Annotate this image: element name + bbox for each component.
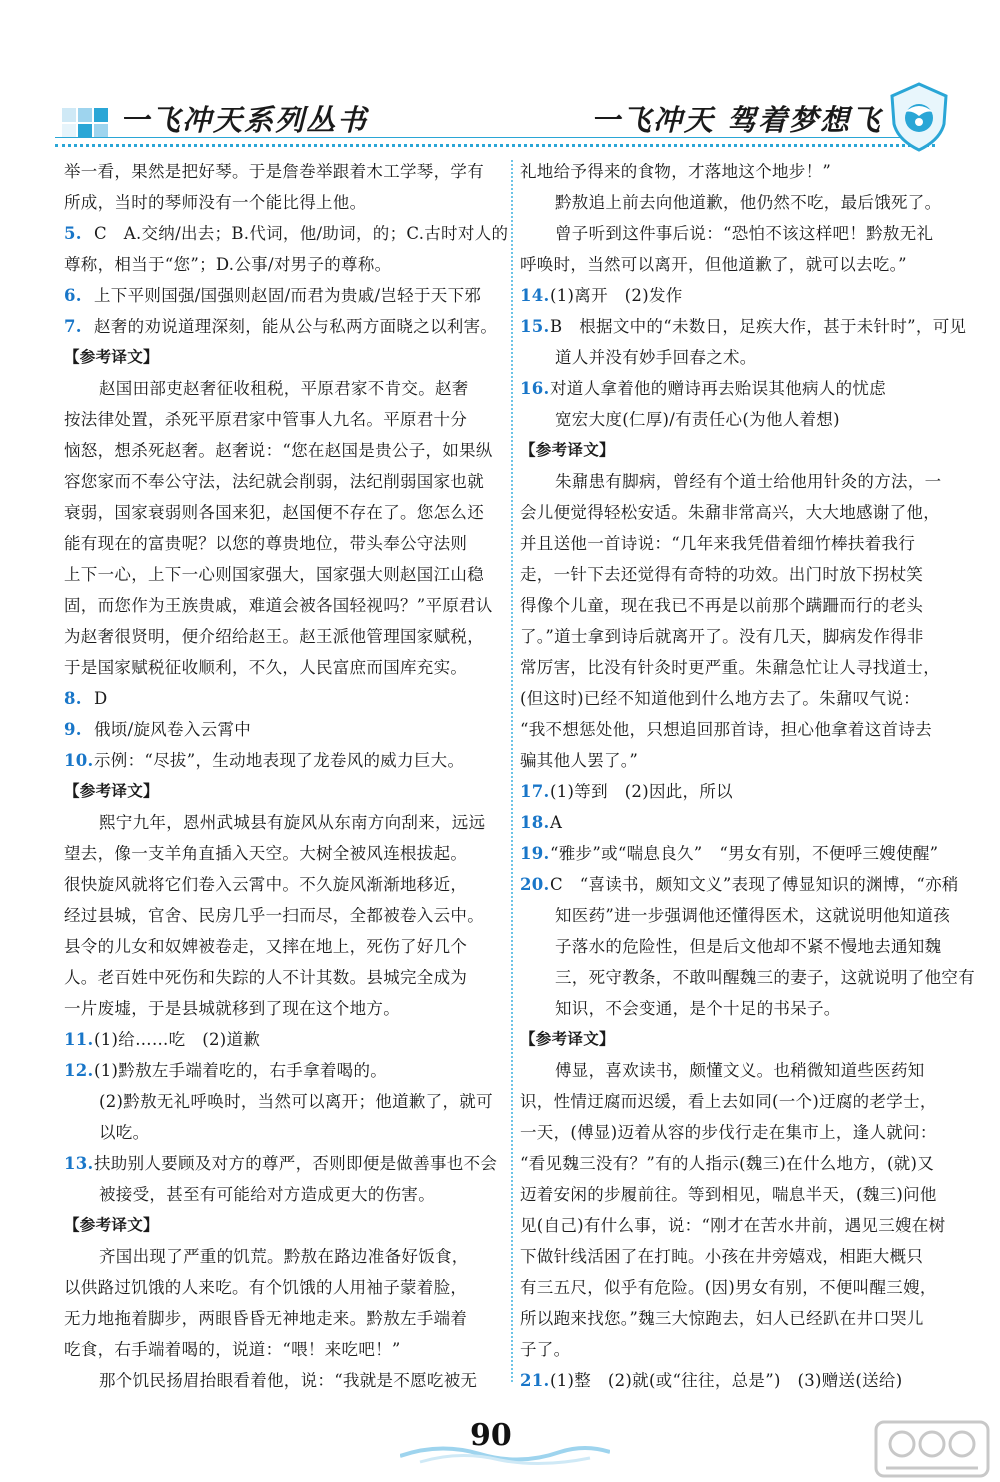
text-line: 恼怒，想杀死赵奢。赵奢说：“您在赵国是贵公子，如果纵: [64, 441, 493, 460]
text-line: 很快旋风就将它们卷入云霄中。不久旋风渐渐地移近，: [64, 875, 468, 894]
answer-text: C “喜读书，颇知文义”表现了傅显知识的渊博，“亦稍: [550, 875, 959, 894]
answer-continuation-line: 知医药”进一步强调他还懂得医术，这就说明他知道孩: [555, 906, 951, 925]
answer-text: 对道人拿着他的赠诗再去贻误其他病人的忧虑: [550, 379, 886, 398]
answer-text: 示例：“尽拔”，生动地表现了龙卷风的威力巨大。: [94, 751, 465, 770]
text-line: 无力地拖着脚步，两眼昏昏无神地走来。黔敖左手端着: [64, 1309, 468, 1328]
question-number: 13.: [64, 1154, 94, 1173]
question-number: 15.: [520, 317, 550, 336]
right-column: [520, 156, 978, 1396]
page-number: 90: [470, 1418, 512, 1453]
answer-item: [520, 838, 978, 869]
text-line: 于是国家赋税征收顺利，不久，人民富庶而国库充实。: [64, 658, 468, 677]
reference-translation-heading: 【参考译文】: [520, 1030, 615, 1048]
slogan: 一飞冲天 驾着梦想飞: [590, 103, 882, 137]
reference-translation-heading: 【参考译文】: [64, 348, 159, 366]
answer-text: (1)等到 (2)因此，所以: [550, 782, 733, 801]
series-title: 一飞冲天系列丛书: [120, 103, 369, 137]
answer-item: [64, 218, 522, 249]
answer-continuation-line: (2)黔敖无礼呼唤时，当然可以离开；他道歉了，就可: [99, 1092, 493, 1111]
reference-translation-heading: 【参考译文】: [520, 441, 615, 459]
text-line: 望去，像一支羊角直插入天空。大树全被风连根拔起。: [64, 844, 468, 863]
answer-item: [520, 311, 978, 342]
answer-item: [64, 1024, 522, 1055]
question-number: 7.: [64, 317, 82, 336]
question-number: 10.: [64, 751, 94, 770]
answer-item: [64, 311, 522, 342]
text-line: 会儿便觉得轻松安适。朱鼐非常高兴，大大地感谢了他，: [520, 503, 940, 522]
answer-text: (1)黔敖左手端着吃的，右手拿着喝的。: [94, 1061, 388, 1080]
reference-translation-heading: 【参考译文】: [64, 1216, 159, 1234]
text-line: 人。老百姓中死伤和失踪的人不计其数。县城完全成为: [64, 968, 468, 987]
text-line: 礼地给予得来的食物，才落地这个地步！”: [520, 162, 832, 181]
answer-item: [520, 807, 978, 838]
header-dotted-rule: [55, 144, 935, 147]
paragraph-start-line: 熙宁九年，恩州武城县有旋风从东南方向刮来，远远: [99, 813, 486, 832]
answer-item: [520, 776, 978, 807]
text-line: 上下一心，上下一心则国家强大，国家强大则赵国江山稳: [64, 565, 484, 584]
question-number: 16.: [520, 379, 550, 398]
answer-continuation-line: 被接受，甚至有可能给对方造成更大的伤害。: [99, 1185, 435, 1204]
paragraph-start-line: 朱鼐患有脚病，曾经有个道士给他用针灸的方法，一: [555, 472, 942, 491]
paragraph-start-line: 傅显，喜欢读书，颇懂文义。也稍微知道些医药知: [555, 1061, 925, 1080]
text-line: 以供路过饥饿的人来吃。有个饥饿的人用袖子蒙着脸，: [64, 1278, 468, 1297]
answer-continuation-line: 知识，不会变通，是个十足的书呆子。: [555, 999, 841, 1018]
text-line: 尊称，相当于“您”；D.公事/对男子的尊称。: [64, 255, 392, 274]
text-line: 得像个儿童，现在我已不再是以前那个蹒跚而行的老头: [520, 596, 924, 615]
text-line: 固，而您作为王族贵戚，难道会被各国轻视吗？”平原君认: [64, 596, 493, 615]
answer-text: “雅步”或“喘息良久” “男女有别，不便呼三嫂使醒”: [550, 844, 939, 863]
text-line: (但这时)已经不知道他到什么地方去了。朱鼐叹气说：: [520, 689, 920, 708]
answer-text: A: [550, 813, 563, 832]
paragraph-start-line: 那个饥民扬眉抬眼看着他，说：“我就是不愿吃被无: [99, 1371, 478, 1390]
text-line: 子了。: [520, 1340, 571, 1359]
answer-continuation-line: 宽宏大度(仁厚)/有责任心(为他人着想): [555, 410, 840, 429]
question-number: 12.: [64, 1061, 94, 1080]
answer-text: (1)离开 (2)发作: [550, 286, 683, 305]
question-number: 21.: [520, 1371, 550, 1390]
question-number: 18.: [520, 813, 550, 832]
text-line: 举一看，果然是把好琴。于是詹巻举跟着木工学琴，学有: [64, 162, 484, 181]
answer-text: 俄顷/旋风卷入云霄中: [94, 720, 252, 739]
answer-item: [64, 683, 522, 714]
text-line: 走，一针下去还觉得有奇特的功效。出门时放下拐杖笑: [520, 565, 924, 584]
answer-item: [520, 280, 978, 311]
text-line: “我不想惩处他，只想追回那首诗，担心他拿着这首诗去: [520, 720, 932, 739]
text-line: 识，性情迂腐而迟缓，看上去如同(一个)迂腐的老学士，: [520, 1092, 937, 1111]
answer-text: 扶助别人要顾及对方的尊严，否则即便是做善事也不会: [94, 1154, 498, 1173]
answer-continuation-line: 三，死守教条，不敢叫醒魏三的妻子，这就说明了他空有: [555, 968, 975, 987]
answer-text: (1)给……吃 (2)道歉: [94, 1030, 261, 1049]
answer-item: [64, 745, 522, 776]
answer-site-watermark-icon: [872, 1418, 992, 1480]
answer-continuation-line: 道人并没有妙手回春之术。: [555, 348, 757, 367]
question-number: 19.: [520, 844, 550, 863]
page-header: [0, 0, 1000, 160]
answer-text: (1)整 (2)就(或“往往，总是”) (3)赠送(送给): [550, 1371, 903, 1390]
answer-continuation-line: 子落水的危险性，但是后文他却不紧不慢地去通知魏: [555, 937, 942, 956]
left-column: [64, 156, 522, 1396]
answer-item: [64, 1055, 522, 1086]
question-number: 17.: [520, 782, 550, 801]
text-line: 经过县城，官舍、民房几乎一扫而尽，全都被卷入云中。: [64, 906, 484, 925]
paragraph-start-line: 黔敖追上前去向他道歉，他仍然不吃，最后饿死了。: [555, 193, 942, 212]
text-line: 能有现在的富贵呢？以您的尊贵地位，带头奉公守法则: [64, 534, 468, 553]
question-number: 6.: [64, 286, 82, 305]
text-line: 吃食，右手端着喝的，说道：“喂！来吃吧！”: [64, 1340, 401, 1359]
text-line: 所成，当时的琴师没有一个能比得上他。: [64, 193, 367, 212]
text-line: 有三五尺，似乎有危险。(因)男女有别，不便叫醒三嫂，: [520, 1278, 937, 1297]
text-line: 为赵奢很贤明，便介绍给赵王。赵王派他管理国家赋税，: [64, 627, 484, 646]
paragraph-start-line: 齐国出现了严重的饥荒。黔敖在路边准备好饭食，: [99, 1247, 469, 1266]
text-line: 了。”道士拿到诗后就离开了。没有几天，脚病发作得非: [520, 627, 924, 646]
answer-item: [520, 1365, 978, 1396]
answer-text: D: [94, 689, 108, 708]
answer-text: C A.交纳/出去；B.代词，他/助词，的；C.古时对人的: [94, 224, 509, 243]
text-line: 呼唤时，当然可以离开，但他道歉了，就可以去吃。”: [520, 255, 907, 274]
text-line: 所以跑来找您。”魏三大惊跑去，妇人已经趴在井口哭儿: [520, 1309, 924, 1328]
answer-text: B 根据文中的“未数日，足疾大作，甚于未针时”，可见: [550, 317, 967, 336]
text-line: 一片废墟，于是县城就移到了现在这个地方。: [64, 999, 400, 1018]
paragraph-start-line: 曾子听到这件事后说：“恐怕不该这样吧！黔敖无礼: [555, 224, 934, 243]
text-line: “看见魏三没有？”有的人指示(魏三)在什么地方，(就)又: [520, 1154, 935, 1173]
text-line: 下做针线活困了在打盹。小孩在井旁嬉戏，相距大概只: [520, 1247, 924, 1266]
header-rule: [55, 137, 935, 138]
text-line: 骗其他人罢了。”: [520, 751, 639, 770]
answer-item: [64, 280, 522, 311]
text-line: 容您家而不奉公守法，法纪就会削弱，法纪削弱国家也就: [64, 472, 484, 491]
answer-item: [64, 714, 522, 745]
question-number: 9.: [64, 720, 82, 739]
bird-emblem-logo-icon: [888, 82, 950, 152]
text-line: 县令的儿女和奴婢被卷走，又摔在地上，死伤了好几个: [64, 937, 468, 956]
question-number: 8.: [64, 689, 82, 708]
answer-text: 上下平则国强/国强则赵固/而君为贵戚/岂轻于天下邪: [94, 286, 482, 305]
text-line: 并且送他一首诗说：“几年来我凭借着细竹棒扶着我行: [520, 534, 916, 553]
text-line: 一天，(傅显)迈着从容的步伐行走在集市上，逢人就问：: [520, 1123, 937, 1142]
text-line: 常厉害，比没有针灸时更严重。朱鼐急忙让人寻找道士，: [520, 658, 940, 677]
answer-item: [520, 373, 978, 404]
text-line: 按法律处置，杀死平原君家中管事人九名。平原君十分: [64, 410, 468, 429]
question-number: 5.: [64, 224, 82, 243]
text-line: 迈着安闲的步履前往。等到相见，喘息半天，(魏三)问他: [520, 1185, 937, 1204]
answer-item: [520, 869, 978, 900]
reference-translation-heading: 【参考译文】: [64, 782, 159, 800]
answer-item: [64, 1148, 522, 1179]
answer-text: 赵奢的劝说道理深刻，能从公与私两方面晓之以利害。: [94, 317, 498, 336]
paragraph-start-line: 赵国田部吏赵奢征收租税，平原君家不肯交。赵奢: [99, 379, 469, 398]
text-line: 衰弱，国家衰弱则各国来犯，赵国便不存在了。您怎么还: [64, 503, 484, 522]
question-number: 20.: [520, 875, 550, 894]
text-line: 见(自己)有什么事，说：“刚才在苦水井前，遇见三嫂在树: [520, 1216, 946, 1235]
question-number: 14.: [520, 286, 550, 305]
answer-continuation-line: 以吃。: [99, 1123, 150, 1142]
question-number: 11.: [64, 1030, 94, 1049]
